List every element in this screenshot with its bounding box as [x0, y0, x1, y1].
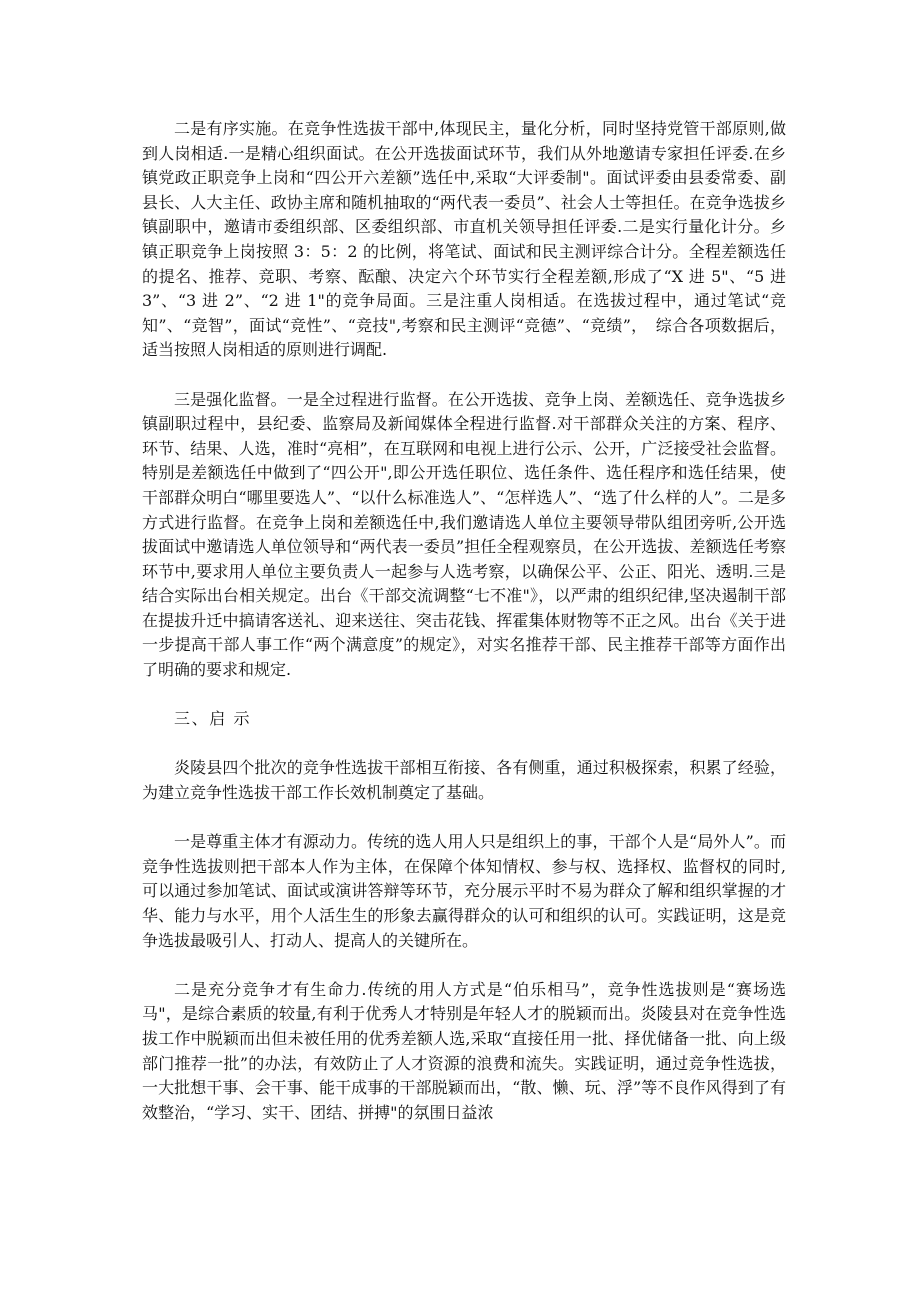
- section-heading-enlightenment: 三、启 示: [174, 709, 252, 729]
- paragraph-full-competition: 二是充分竞争才有生命力.传统的用人方式是“伯乐相马”，竞争性选拔则是“赛场选马"，是综合素质的较量,有利于优秀人才特别是年轻人才的脱颖而出。炎陵县对在竞争性选拔工作中脱颖而出但未被任用的优秀差额人选,采取“直接任用一批、择优储备一批、向上级部门推荐一批”的办法，有效防止了人才资源的浪费和流失。实践证明，通过竞争性选拔，一大批想干事、会干事、能干成事的干部脱颖而出，“散、懒、玩、浮”等不良作风得到了有效整治，“学习、实干、团结、拼搏"的氛围日益浓: [142, 979, 786, 1122]
- paragraph-respect-subject: 一是尊重主体才有源动力。传统的选人用人只是组织上的事，干部个人是“局外人”。而竞争性选拔则把干部本人作为主体，在保障个体知情权、参与权、选择权、监督权的同时,可以通过参加笔试、面试或演讲答辩等环节，充分展示平时不易为群众了解和组织掌握的才华、能力与水平，用个人活生生的形象去赢得群众的认可和组织的认可。实践证明，这是竞争选拔最吸引人、打动人、提高人的关键所在。: [142, 832, 786, 950]
- document-body: [142, 117, 786, 1150]
- paragraph-summary: 炎陵县四个批次的竞争性选拔干部相互衔接、各有侧重，通过积极探索，积累了经验，为建立竞争性选拔干部工作长效机制奠定了基础。: [142, 758, 786, 803]
- paragraph-strengthen-supervision: 三是强化监督。一是全过程进行监督。在公开选拔、竞争上岗、差额选任、竞争选拔乡镇副职过程中，县纪委、监察局及新闻媒体全程进行监督.对干部群众关注的方案、程序、环节、结果、人选，准时“亮相”，在互联网和电视上进行公示、公开，广泛接受社会监督。特别是差额选任中做到了“四公开",即公开选任职位、选任条件、选任程序和选任结果，使干部群众明白“哪里要选人”、“以什么标准选人”、“怎样选人”、“选了什么样的人”。二是多方式进行监督。在竞争上岗和差额选任中,我们邀请选人单位主要领导带队组团旁听,公开选拔面试中邀请选人单位领导和“两代表一委员”担任全程观察员，在公开选拔、差额选任考察环节中,要求用人单位主要负责人一起参与人选考察，以确保公平、公正、阳光、透明.三是结合实际出台相关规定。出台《干部交流调整“七不准"》，以严肃的组织纪律,坚决遏制干部在提拔升迁中搞请客送礼、迎来送往、突击花钱、挥霍集体财物等不正之风。出台《关于进一步提高干部人事工作“两个满意度”的规定》，对实名推荐干部、民主推荐干部等方面作出了明确的要求和规定.: [142, 389, 786, 680]
- paragraph-orderly-implementation: 二是有序实施。在竞争性选拔干部中,体现民主，量化分析，同时坚持党管干部原则,做到人岗相适.一是精心组织面试。在公开选拔面试环节，我们从外地邀请专家担任评委.在乡镇党政正职竞争上岗和“四公开六差额”选任中,采取“大评委制"。面试评委由县委常委、副县长、人大主任、政协主席和随机抽取的“两代表一委员”、社会人士等担任。在竞争选拔乡镇副职中，邀请市委组织部、区委组织部、市直机关领导担任评委.二是实行量化计分。乡镇正职竞争上岗按照 3：5：2 的比例，将笔试、面试和民主测评综合计分。全程差额选任的提名、推荐、竞职、考察、酝酿、决定六个环节实行全程差额,形成了“X 进 5"、“5 进 3”、“3 进 2”、“2 进 1"的竞争局面。三是注重人岗相适。在选拔过程中，通过笔试“竞知”、“竞智”，面试“竞性”、“竞技",考察和民主测评“竞德”、“竞绩”， 综合各项数据后，适当按照人岗相适的原则进行调配.: [142, 119, 786, 360]
